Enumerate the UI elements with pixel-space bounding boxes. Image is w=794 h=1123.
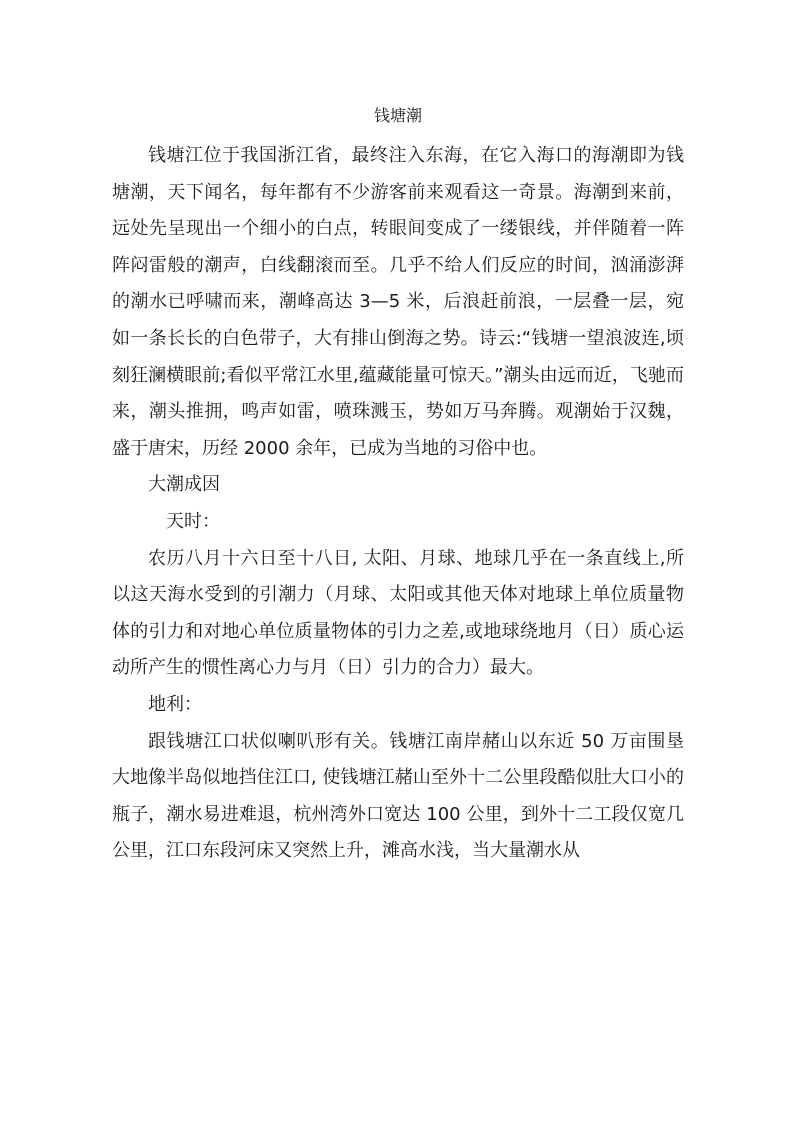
document-title: 钱塘潮 <box>373 106 422 125</box>
document-body <box>112 138 684 870</box>
tianshi-paragraph: 农历八月十六日至十八日, 太阳、月球、地球几乎在一条直线上,所以这天海水受到的引潮力（月球、太阳或其他天体对地球上单位质量物体的引力和对地心单位质量物体的引力之差,或地球绕地月（日）质心运动所产生的惯性离心力与月（日）引力的合力）最大。 <box>112 547 684 679</box>
tianshi-heading: 天时： <box>166 510 220 532</box>
section-heading: 大潮成因 <box>148 474 220 496</box>
intro-paragraph: 钱塘江位于我国浙江省，最终注入东海，在它入海口的海潮即为钱塘潮，天下闻名，每年都有不少游客前来观看这一奇景。海潮到来前，远处先呈现出一个细小的白点，转眼间变成了一缕银线，并伴随着一阵阵闷雷般的潮声，白线翻滚而至。几乎不给人们反应的时间，汹涌澎湃的潮水已呼啸而来，潮峰高达 3—5 米，后浪赶前浪，一层叠一层，宛如一条长长的白色带子，大有排山倒海之势。诗云:“钱塘一望浪波连,顷刻狂澜横眼前;看似平常江水里,蕴藏能量可惊天。”潮头由远而近，飞驰而来，潮头推拥，鸣声如雷，喷珠溅玉，势如万马奔腾。观潮始于汉魏，盛于唐宋，历经 2000 余年，已成为当地的习俗中也。 <box>112 145 684 459</box>
dili-heading: 地利： <box>148 693 202 715</box>
dili-paragraph: 跟钱塘江口状似喇叭形有关。钱塘江南岸赭山以东近 50 万亩围垦大地像半岛似地挡住江口, 使钱塘江赭山至外十二公里段酷似肚大口小的瓶子，潮水易进难退，杭州湾外口宽达 100 公里，到外十二工段仅宽几公里，江口东段河床又突然上升，滩高水浅，当大量潮水从 <box>112 730 684 862</box>
document-page <box>112 0 684 1123</box>
